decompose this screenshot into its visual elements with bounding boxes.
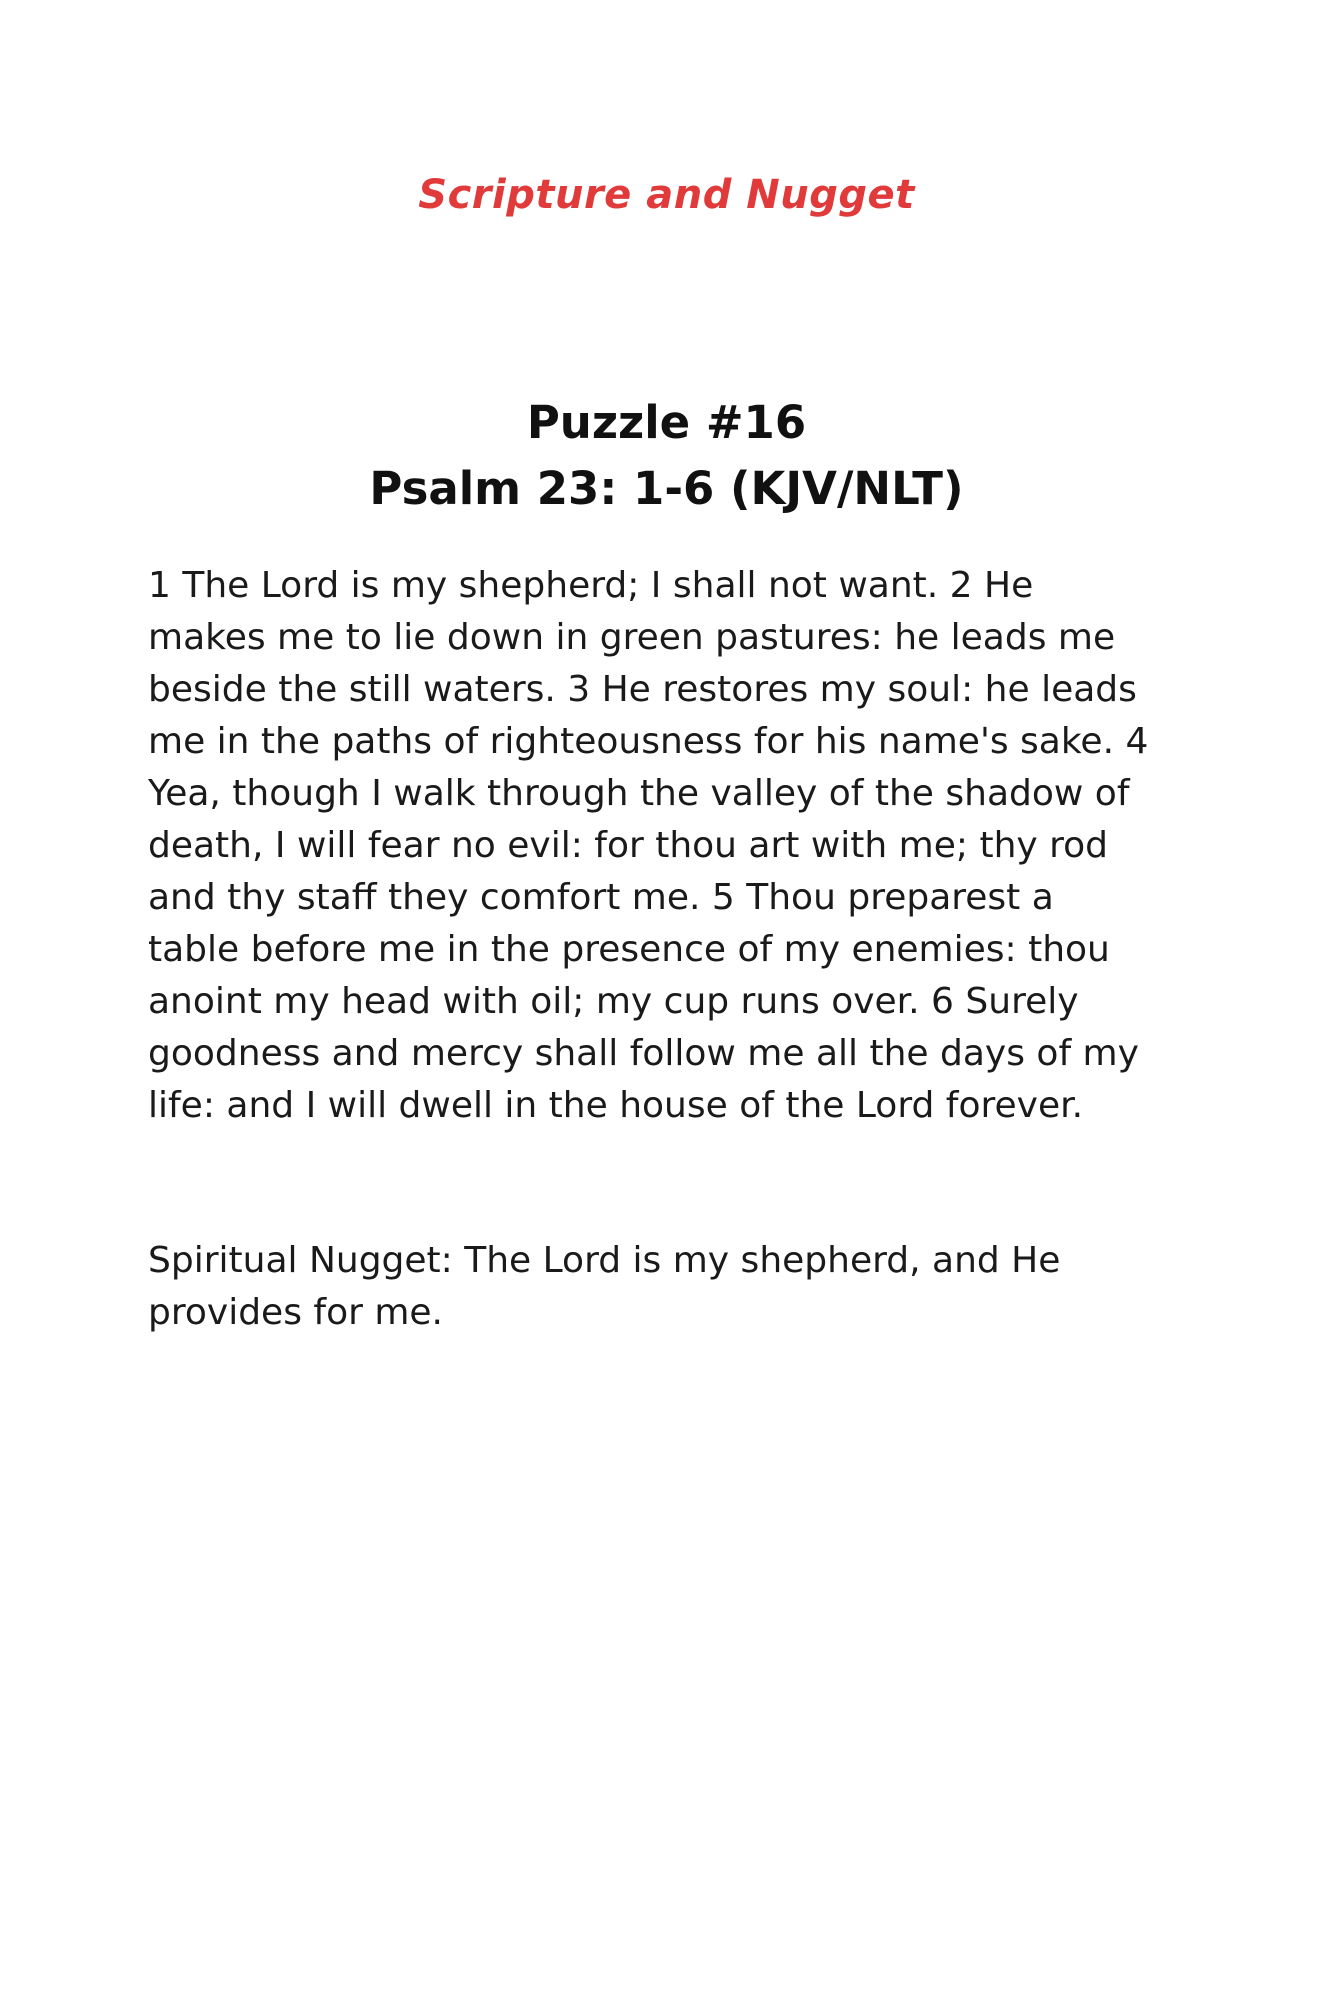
spiritual-nugget: Spiritual Nugget: The Lord is my shepherd, and He provides for me.: [148, 1240, 1061, 1333]
scripture-text: 1 The Lord is my shepherd; I shall not want. 2 He makes me to lie down in green pastures: he leads me beside the still waters. 3 He restores my soul: he leads me in the paths of righteousness for his name's sake. 4 Yea, though I walk through the valley of the shadow of death, I will fear no evil: for thou art with me; thy rod and thy staff they comfort me. 5 Thou preparest a table before me in the presence of my enemies: thou anoint my head with oil; my cup runs over. 6 Surely goodness and mercy shall follow me all the days of my life: and I will dwell in the house of the Lord forever.: [148, 565, 1149, 1126]
page-title: [0, 390, 1333, 522]
puzzle-number: Puzzle #16: [526, 396, 807, 449]
header-label: Scripture and Nugget: [418, 172, 915, 218]
scripture-reference: Psalm 23: 1-6 (KJV/NLT): [369, 462, 964, 515]
